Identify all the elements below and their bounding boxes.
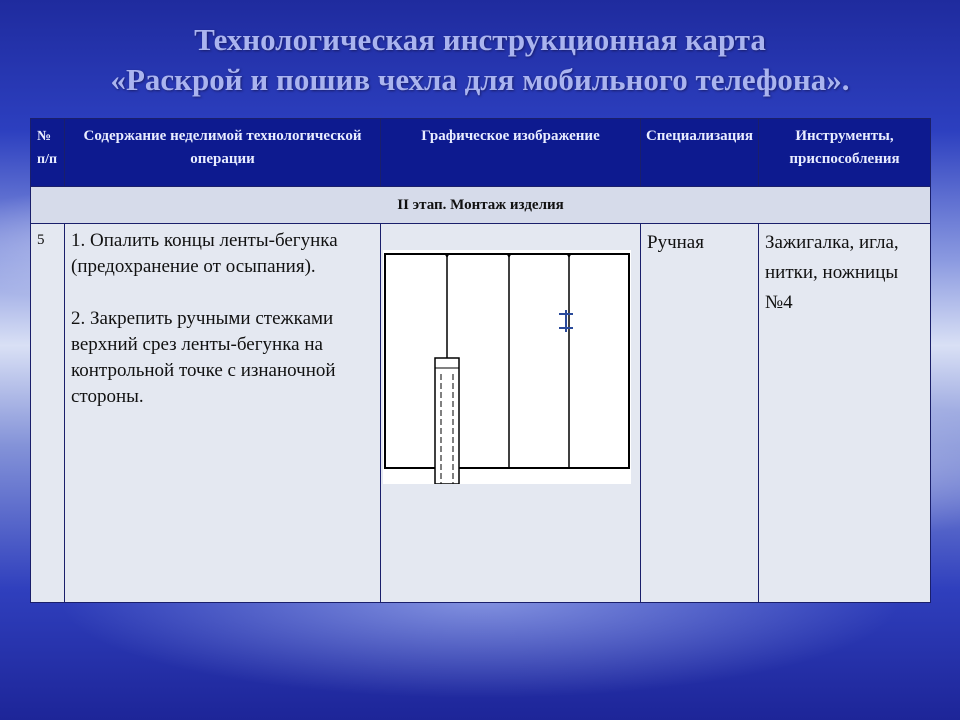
title-line-2: «Раскрой и пошив чехла для мобильного телефона». — [110, 62, 850, 97]
zipper-diagram-svg — [383, 250, 631, 484]
operation-step-2: 2. Закрепить ручными стежками верхний срез ленты-бегунка на контрольной точке с изнаночной стороны. — [71, 308, 336, 407]
stage-row — [31, 187, 931, 224]
header-content: Содержание неделимой технологической операции — [65, 119, 381, 187]
row-number: 5 — [31, 224, 65, 603]
specialization-cell: Ручная — [641, 224, 759, 603]
header-specialization: Специализация — [641, 119, 759, 187]
title-line-1: Технологическая инструкционная карта — [194, 22, 766, 57]
instruction-table — [30, 118, 931, 603]
operation-step-1: 1. Опалить концы ленты-бегунка (предохранение от осыпания). — [71, 230, 338, 277]
slide-title — [0, 20, 960, 100]
graphic-cell — [381, 224, 641, 603]
header-graphic: Графическое изображение — [381, 119, 641, 187]
header-tools: Инструменты, приспособления — [759, 119, 931, 187]
header-num: № п/п — [31, 119, 65, 187]
table-header-row — [31, 119, 931, 187]
zipper-diagram — [383, 250, 631, 484]
operation-content — [65, 224, 381, 603]
table-row — [31, 224, 931, 603]
stage-label: II этап. Монтаж изделия — [31, 187, 931, 224]
tools-cell: Зажигалка, игла, нитки, ножницы №4 — [759, 224, 931, 603]
